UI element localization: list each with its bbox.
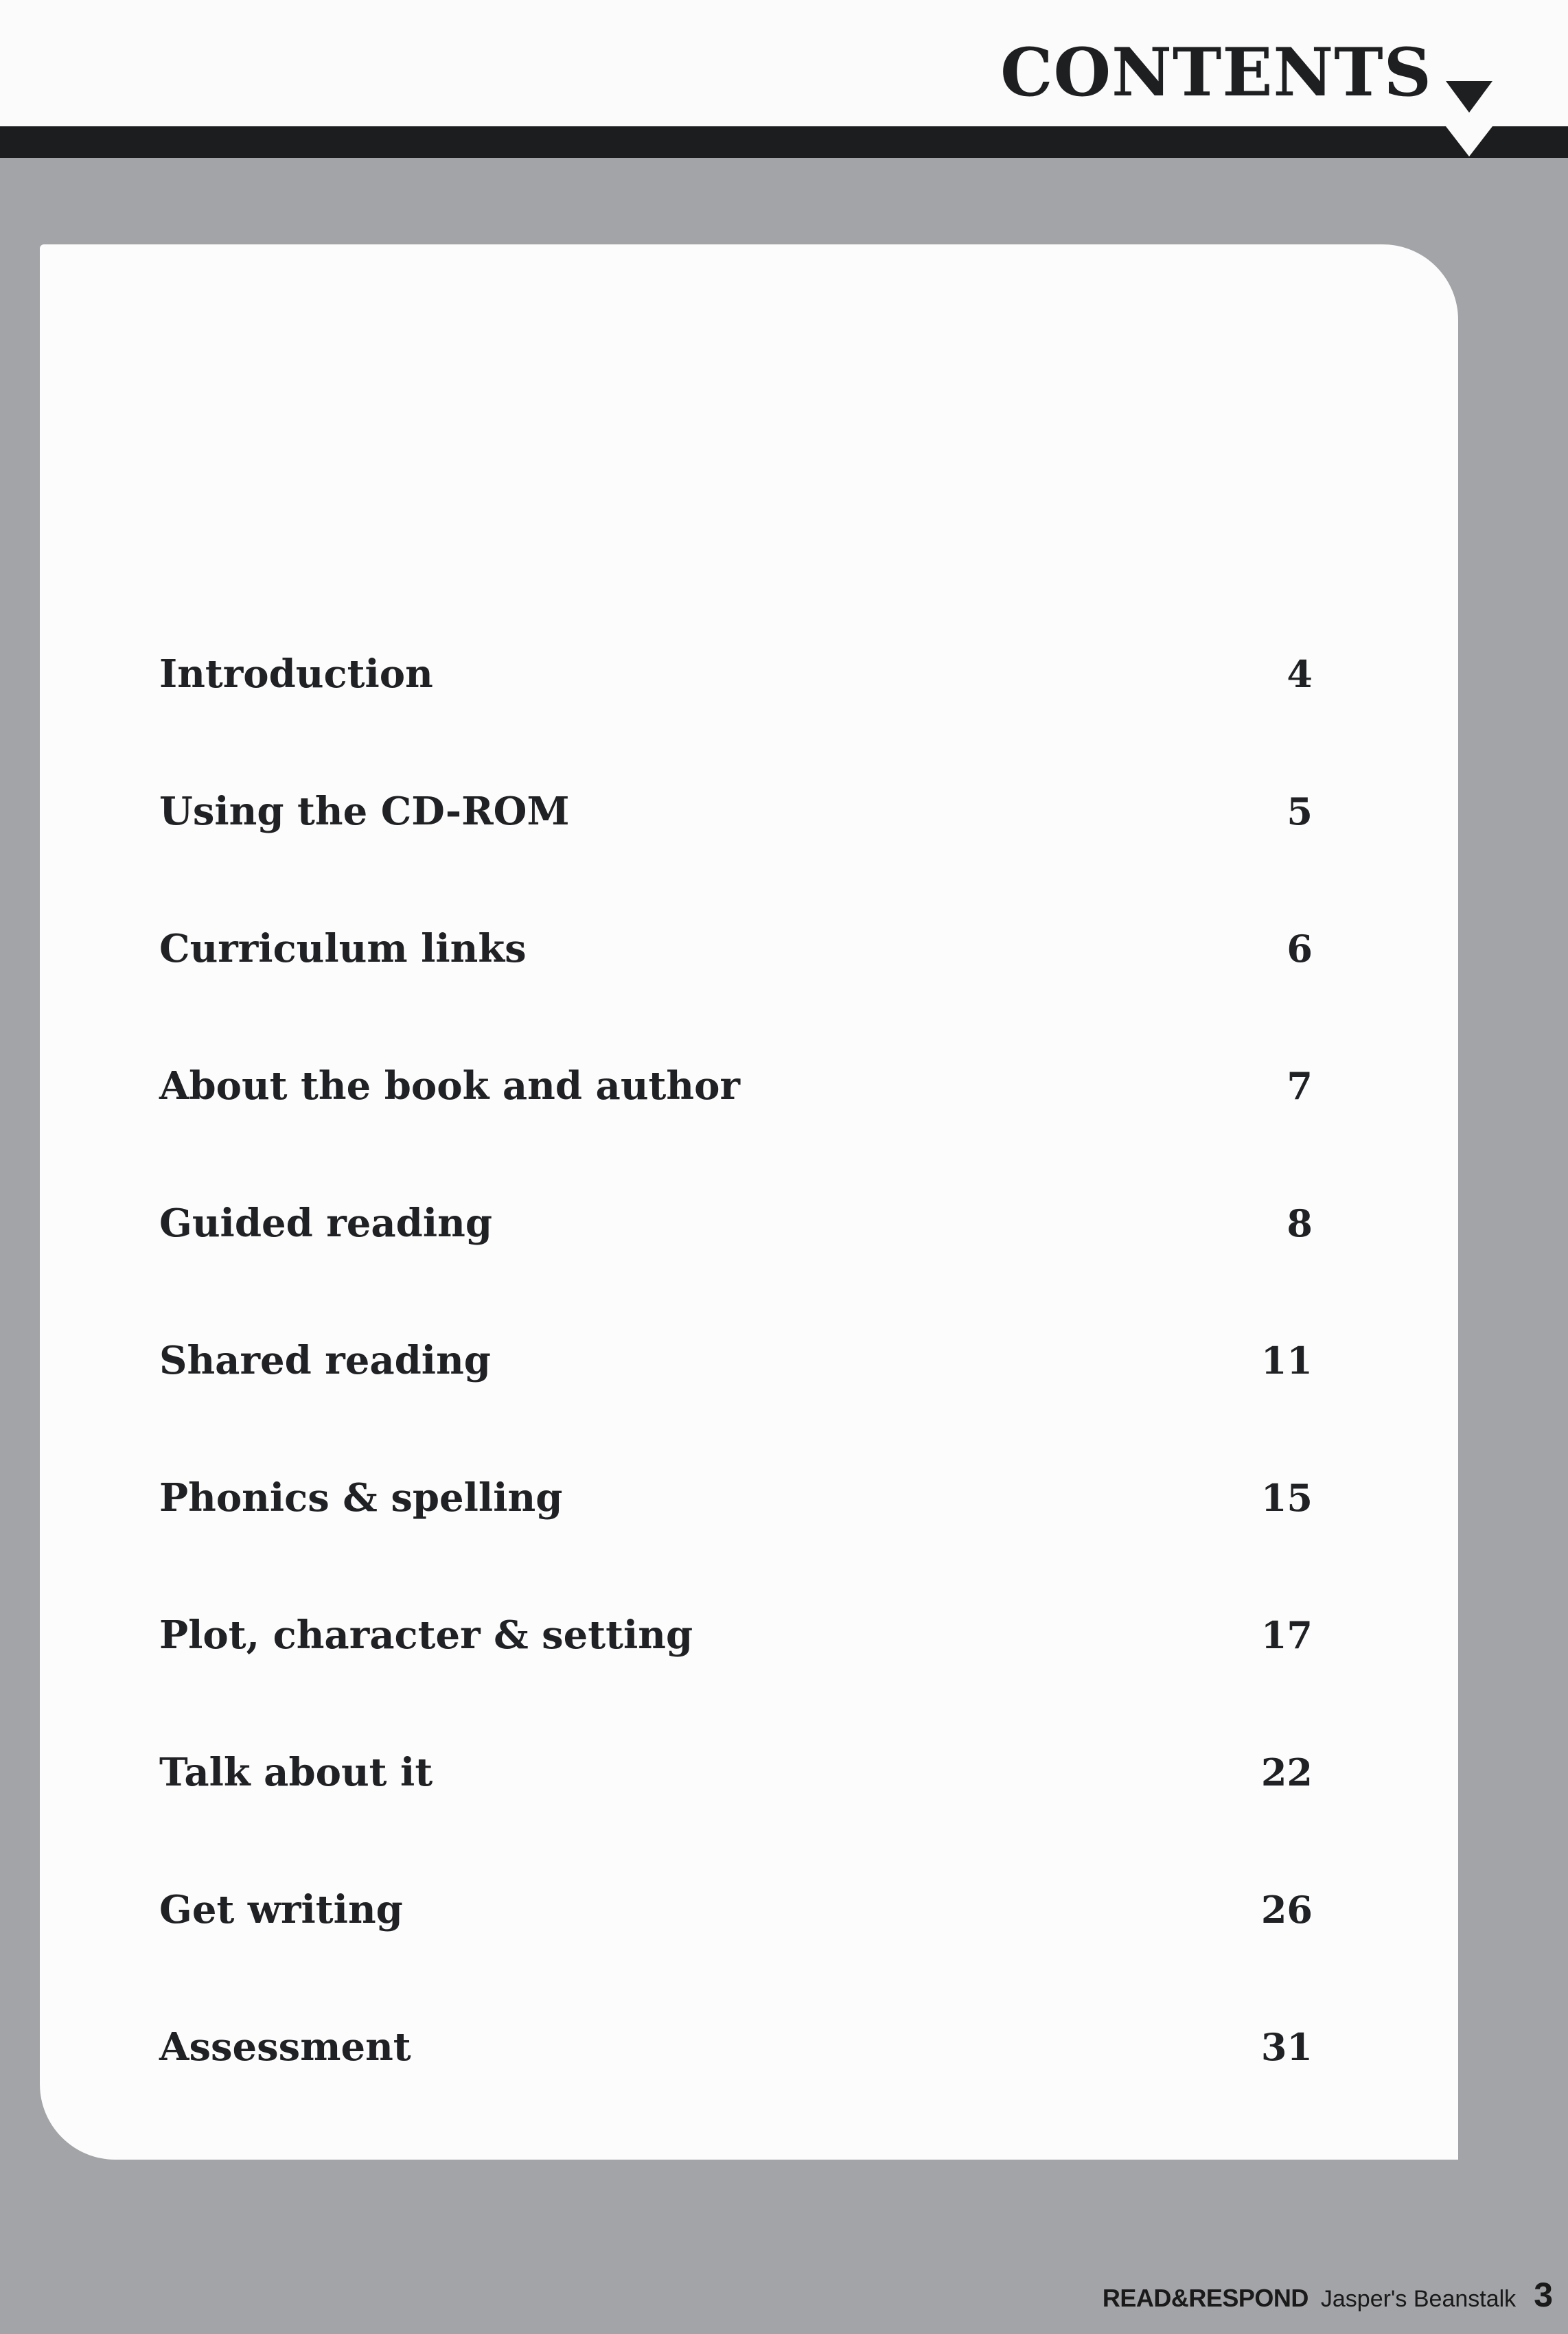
- toc-entry-page: 6: [1287, 927, 1313, 971]
- toc-entry[interactable]: [159, 1333, 1313, 1388]
- toc-entry-page: 5: [1287, 789, 1313, 833]
- toc-entry-page: 4: [1287, 652, 1313, 696]
- toc-entry-title: Guided reading: [159, 1201, 492, 1246]
- toc-entry-title: Curriculum links: [159, 926, 527, 971]
- toc-entry-page: 31: [1260, 2025, 1313, 2069]
- toc-entry-page: 8: [1287, 1201, 1313, 1245]
- page-title: CONTENTS: [1000, 34, 1432, 111]
- contents-panel: [40, 244, 1458, 2160]
- toc-entry-title: Get writing: [159, 1887, 403, 1932]
- toc-entry-title: Plot, character & setting: [159, 1613, 693, 1658]
- toc-entry-title: About the book and author: [159, 1063, 740, 1109]
- toc-entry-page: 17: [1260, 1613, 1313, 1657]
- toc-entry[interactable]: [159, 647, 1313, 702]
- toc-entry[interactable]: [159, 1470, 1313, 1525]
- toc-entry[interactable]: [159, 2020, 1313, 2075]
- toc-entry[interactable]: [159, 1608, 1313, 1663]
- header-band: [0, 0, 1568, 126]
- toc-entry-title: Shared reading: [159, 1338, 491, 1383]
- toc-entry-page: 11: [1260, 1339, 1313, 1383]
- header-bar: [0, 126, 1568, 158]
- toc-entry-page: 15: [1260, 1476, 1313, 1520]
- toc-entry[interactable]: [159, 1196, 1313, 1251]
- page-footer: [1103, 2275, 1553, 2323]
- book-title: Jasper's Beanstalk: [1320, 2286, 1517, 2312]
- down-triangle-icon: [1446, 81, 1492, 113]
- toc-entry-title: Talk about it: [159, 1750, 433, 1795]
- toc-entry[interactable]: [159, 921, 1313, 976]
- toc-entry[interactable]: [159, 1882, 1313, 1937]
- toc-entry-page: 26: [1260, 1888, 1313, 1932]
- toc-entry[interactable]: [159, 784, 1313, 839]
- page-number: 3: [1534, 2276, 1553, 2314]
- toc-entry-page: 7: [1287, 1064, 1313, 1108]
- series-brand: READ&RESPOND: [1102, 2284, 1308, 2312]
- toc-entry-title: Using the CD-ROM: [159, 789, 570, 834]
- toc-entry[interactable]: [159, 1059, 1313, 1113]
- toc-entry[interactable]: [159, 1745, 1313, 1800]
- toc-entry-page: 22: [1260, 1751, 1313, 1794]
- bar-notch: [1446, 126, 1492, 157]
- toc-entry-title: Assessment: [159, 2024, 411, 2070]
- toc-entry-title: Phonics & spelling: [159, 1475, 563, 1521]
- toc-entry-title: Introduction: [159, 651, 433, 697]
